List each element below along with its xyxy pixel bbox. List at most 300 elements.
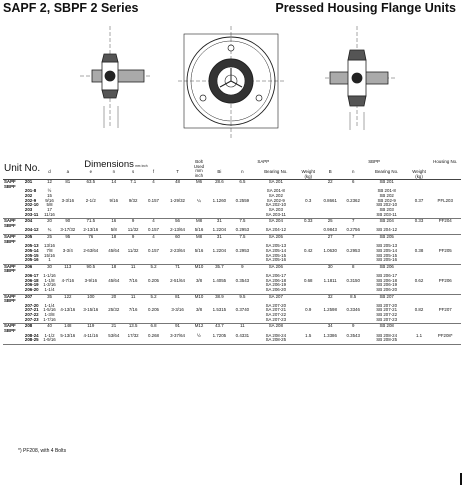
cell-T: 56 [175,218,180,224]
cell-n2: 0.3150 [346,277,360,283]
cell-n1: 7.5 [239,218,246,224]
series-title: SAPF 2, SBPF 2 Series [3,1,139,15]
unit-code: 204 [24,218,33,224]
sub-header-cell: n [342,170,365,180]
cell-d: 1 [42,258,58,264]
cell-a: 3-17/32 [57,228,78,234]
unit-code: 207-21 [24,307,39,313]
unit-code: 203 [24,206,33,212]
cell-bolt: 5/16 [194,247,204,253]
cell-s: 11 [130,293,136,299]
cell-T: 71 [175,263,180,269]
unit-code: 205-16 [24,258,42,264]
cell-a: 4-7/16 [61,277,75,283]
cell-n2: 0.2756 [342,228,365,234]
cell-d: 1-1/4 [44,302,55,308]
cell-bi: 1.2204 [212,247,227,253]
cell-d: 25 [47,234,52,240]
cell-f: 5.2 [150,263,157,269]
cell-n2 [342,338,365,344]
cell-bi [208,338,231,344]
unit-code: 208 [24,323,33,329]
cell-housing: PF207 [438,307,452,313]
cell-sa: SA 205-16 [254,258,298,264]
cell-sb: SB 207-22 [376,312,398,318]
cell-n1: 11 [240,323,245,329]
cell-e: 2-1/2 [85,197,96,203]
cell-housing: PF206 [438,277,452,283]
cell-f: 0.157 [148,197,160,203]
cell-b: 1.3386 [323,332,337,338]
side-view-left [80,26,150,128]
cell-w2 [409,264,430,274]
bolt-used-label: Bolt Used [193,159,205,169]
table-row [3,338,461,344]
cell-e: 63.5 [86,179,96,185]
group-label [3,338,24,344]
cell-bolt: ¼ [197,197,201,203]
cell-T: 2-23/64 [170,247,186,253]
cell-n1: 0.3543 [235,277,250,283]
cell-bolt: M12 [194,323,204,329]
dimensions-unit-mm: mm [135,164,141,168]
cell-w2: 0.37 [414,197,424,203]
cell-n1 [231,338,254,344]
cell-sb: SB 208-25 [365,338,409,344]
cell-n [103,338,124,344]
cell-sa: SA 202-10 [265,202,287,208]
cell-e: 3-9/16 [84,277,98,283]
cell-w1 [298,235,319,245]
sub-header-cell: n [231,170,254,180]
cell-e: 2-63/64 [83,247,99,253]
cell-d: 1-1/4 [42,288,58,294]
cell-bi: 1.2204 [208,228,231,234]
cell-T: 60 [175,234,180,240]
cell-d: 1-1/2 [44,332,55,338]
cell-bolt: M8 [195,234,203,240]
cell-d: 1-3/8 [44,312,55,318]
cell-sb: SB 207-20 [376,302,398,308]
cell-sb: SB 207-21 [376,307,398,313]
cell-d: 1-7/16 [42,318,58,324]
cell-n2: 6 [351,179,355,185]
cell-sb: SB 206-19 [376,282,398,288]
group-label: SAPF SBPF [4,293,16,304]
front-view-center [178,26,286,138]
unit-code: 205 [24,234,33,240]
cell-f: 5.2 [150,293,157,299]
cell-e: 119 [87,323,95,329]
cell-w2: 0.38 [414,247,424,253]
cell-s: 7/16 [128,307,138,313]
cell-a [57,338,78,344]
cell-e: 76 [88,234,94,240]
cell-sa: SA 207 [268,293,283,299]
cell-a: 81 [65,179,71,185]
unit-code: 203-11 [24,213,42,219]
unit-code: 208-25 [24,338,42,344]
cell-bi: 35.7 [215,263,224,269]
cell-s: 17/32 [127,332,139,338]
cell-w2: 0.33 [414,218,424,224]
cell-sa: SA 207-21 [265,307,287,313]
cell-d: 9/16 [45,197,54,203]
cell-b: 1.1811 [323,277,337,283]
cell-sa: SA 205-15 [265,252,287,258]
cell-sa: SA 205-14 [265,247,287,253]
cell-n: 20 [111,293,117,299]
cell-d: 1-9/16 [42,338,58,344]
sub-header-cell: Bearing No. [365,170,409,180]
cell-sa: SA 206-20 [254,288,298,294]
cell-d: 7/8 [46,247,53,253]
cell-n1: 0.3740 [235,307,250,313]
cell-n: 45/64 [108,277,120,283]
cell-sa: SA 202-9 [266,197,285,203]
cell-bi: 31 [216,218,222,224]
cell-n1: 0.2953 [231,228,254,234]
cell-n: 25/32 [108,307,120,313]
cell-n: 5/8 [103,228,124,234]
cell-s: 11 [130,263,136,269]
cell-w2 [409,180,430,190]
cell-s: 11/32 [127,247,139,253]
cell-n1: 0.2953 [235,247,250,253]
cell-sa: SA 202 [268,193,283,199]
cell-bi: 1.7205 [212,332,227,338]
unit-no-header: Unit No. [3,160,42,180]
cell-a: 5-13/16 [60,332,76,338]
cell-housing: PF204 [438,218,452,224]
cell-d: 15 [47,193,52,199]
cell-b: 0.9843 [319,228,342,234]
cell-housing [430,235,462,245]
sub-header-cell: n [103,170,124,180]
cell-bolt: M10 [194,263,204,269]
unit-code: 206-20 [24,288,42,294]
cell-sa: SA 201 [268,179,283,185]
unit-code: 206-17 [24,273,39,279]
unit-code: 202-9 [24,197,37,203]
cell-f: 0.268 [148,332,160,338]
sub-header-cell: Weight (kg) [298,170,319,180]
cell-housing [430,264,462,274]
page-edge-marker [460,473,462,485]
unit-code: 206-19 [24,282,39,288]
cell-b: 34 [327,323,333,329]
cell-a: 90 [65,218,71,224]
cell-sa: SA 206-18 [265,277,287,283]
cell-b: 30 [327,263,333,269]
cell-n1: 6.5 [239,179,246,185]
cell-n1: 9 [241,263,244,269]
cell-s: 13.5 [128,323,138,329]
unit-code: 205-14 [24,247,39,253]
cell-s: 7.1 [130,179,137,185]
cell-T: 2-51/64 [170,277,186,283]
cell-d: ½ [47,188,52,194]
group-label: SAPF SBPF [4,263,16,274]
cell-sb: SB 208-24 [376,332,398,338]
cell-sb: SB 206-18 [376,277,398,283]
group-label: SAPF SBPF [4,179,16,189]
cell-sb: SB 208 [379,323,394,329]
cell-s: 9 [131,234,135,240]
cell-n: 21 [111,323,117,329]
cell-n2: 0.2362 [346,197,360,203]
sub-header-cell: d [42,170,58,180]
side-view-right [325,26,395,130]
bolt-used-header [190,160,208,180]
cell-n: 14 [111,179,117,185]
cell-n2: 8 [351,263,355,269]
dimensions-unit-inch: inch [141,164,148,168]
cell-bolt: 5/16 [190,228,208,234]
cell-w2 [409,338,430,344]
cell-sb: SB 204 [379,218,394,224]
cell-T: 3-37/64 [170,332,186,338]
cell-f: 6.8 [150,323,157,329]
cell-sb: SB 205 [379,234,394,240]
cell-w2 [409,294,430,304]
cell-T: 3-3/16 [171,307,184,313]
cell-n: 18 [111,263,117,269]
cell-sb: SB 203-11 [365,213,409,219]
unit-code: 207-23 [24,318,42,324]
unit-code: 206 [24,263,33,269]
cell-s: 11/32 [124,228,142,234]
cell-d: 1-1/16 [43,273,56,279]
cell-a: 4-13/16 [60,307,76,313]
cell-sa: SA 203 [268,206,283,212]
cell-f: 4 [152,234,155,240]
cell-w1: 0.68 [303,277,313,283]
sub-header-cell: f [142,170,165,180]
dimensions-header [42,160,190,170]
sub-header-cell: Bi [208,170,231,180]
cell-b: 1.0630 [323,247,337,253]
cell-w1 [298,264,319,274]
dimensions-table [3,160,461,345]
cell-bi: 1.1260 [212,197,227,203]
page-header [0,0,464,16]
cell-sa: SA 208-24 [265,332,287,338]
cell-w2 [409,235,430,245]
cell-housing [430,294,462,304]
unit-code: 201 [24,179,33,185]
cell-n2: 9 [351,323,355,329]
cell-bi: 1.5315 [212,307,227,313]
cell-a: 122 [64,293,72,299]
cell-e: 2-13/16 [78,228,103,234]
cell-sa: SA 208-25 [254,338,298,344]
sub-header-cell: T [165,170,190,180]
cell-e: 71.5 [86,218,96,224]
unit-code: 205-13 [24,243,39,249]
cell-sb: SB 202-10 [376,202,398,208]
cell-sa: SA 208 [268,323,283,329]
cell-f: 0.205 [148,307,160,313]
cell-T: 91 [175,323,180,329]
cell-bolt: ½ [197,332,201,338]
cell-s: 9 [131,218,135,224]
cell-sa: SA 206-19 [265,282,287,288]
cell-w1: 0.33 [303,218,313,224]
cell-w2: 0.82 [414,307,424,313]
cell-a: 113 [64,263,72,269]
cell-sb: SB 205-13 [376,243,398,249]
cell-d: 11/16 [42,213,58,219]
cell-sa: SA 207-22 [265,312,287,318]
cell-s: 9/32 [128,197,138,203]
unit-code: 208-24 [24,332,39,338]
cell-sa: SA 206-17 [265,273,287,279]
cell-a: 3-3/16 [61,197,75,203]
cell-sb: SB 205-14 [376,247,398,253]
unit-code: 202 [24,193,33,199]
cell-sb: SB 206-20 [365,288,409,294]
cell-bi: 28.6 [215,179,224,185]
cell-d: 1-5/16 [43,307,56,313]
cell-sa: SA 203-11 [254,213,298,219]
cell-sb: SB 207 [379,293,394,299]
cell-e: 100 [87,293,95,299]
cell-n1: 0.4331 [235,332,250,338]
cell-T: 2-13/64 [165,228,190,234]
cell-b: 0.8661 [323,197,337,203]
cell-sb: SB 203 [379,206,394,212]
group-label: SAPF SBPF [4,323,16,333]
sub-header-cell: e [78,170,103,180]
cell-n2: 0.3543 [346,332,360,338]
cell-bolt: M8 [195,218,203,224]
cell-b: 22 [327,179,333,185]
cell-s: 7/16 [128,277,138,283]
cell-d: 17 [47,206,52,212]
cell-w1: 1.5 [305,332,312,338]
cell-sa: SA 204-12 [254,228,298,234]
sub-header-cell: B [319,170,342,180]
dimensions-label: Dimensions [84,159,134,170]
cell-d: 1-1/8 [44,277,55,283]
cell-housing [430,180,462,190]
cell-T: 48 [175,179,180,185]
cell-n1: 7.5 [239,234,246,240]
cell-bolt [190,338,208,344]
cell-sb: SB 202-9 [377,197,396,203]
cell-n1: 9.5 [239,293,246,299]
cell-sa: SA 205-13 [265,243,287,249]
cell-sa: SA 205 [268,234,283,240]
unit-code: 207-20 [24,302,39,308]
unit-code: 207 [24,293,33,299]
cell-d: 30 [47,263,52,269]
cell-n: 18 [111,234,117,240]
cell-sb: SB 206 [379,263,394,269]
sub-header-cell: Bearing No. [254,170,298,180]
cell-n: 9/16 [109,197,119,203]
group-label: SAPF SBPF [4,218,16,228]
cell-f [142,338,165,344]
cell-T: 81 [175,293,180,299]
cell-e: 3-15/16 [83,307,99,313]
cell-w1: 0.9 [305,307,312,313]
sub-header-cell: Weight (kg) [409,170,430,180]
group-label: SAPF SBPF [4,234,16,244]
cell-w2: 0.62 [414,277,424,283]
cell-housing: PF205 [438,247,452,253]
cell-f: 4 [152,179,155,185]
cell-f: 0.157 [142,228,165,234]
cell-f: 4 [152,218,155,224]
cell-n1: 0.2559 [235,197,250,203]
unit-code: 207-22 [24,312,39,318]
cell-housing: PFL203 [437,197,453,203]
cell-T: 1-29/32 [170,197,186,203]
cell-housing [430,338,462,344]
cell-b: 25 [327,218,333,224]
unit-code: 205-15 [24,252,39,258]
cell-d: 20 [47,218,52,224]
cell-d: 1-3/16 [43,282,56,288]
bolt-used-unit: mm inch [194,168,204,178]
cell-n: 45/64 [108,247,120,253]
unit-code: 201-8 [24,188,37,194]
cell-a: 3-3/4 [62,247,73,253]
cell-e: 90.5 [86,263,96,269]
cell-d: 5/8 [46,202,53,208]
cell-bi: 1.4055 [212,277,227,283]
unit-code: 204-12 [24,228,42,234]
cell-bolt: 3/8 [195,307,203,313]
cell-bi: 43.7 [215,323,224,329]
cell-d: 35 [47,293,52,299]
cell-w2: 1.1 [415,332,423,338]
cell-n2: 0.3346 [346,307,360,313]
cell-f: 0.205 [148,277,160,283]
cell-a: 148 [64,323,72,329]
cell-bolt: M10 [194,293,204,299]
cell-e [78,338,103,344]
cell-n2: 0.2953 [346,247,360,253]
cell-d: 12 [47,179,52,185]
cell-w1 [298,180,319,190]
cell-sb: SB 201 [379,179,394,185]
cell-sb: SB 204-12 [365,228,409,234]
cell-b [319,338,342,344]
cell-sb: SB 202 [379,193,394,199]
cell-sa: SA 201-8 [266,188,285,194]
cell-d: 15/16 [44,252,55,258]
cell-d: ¾ [42,228,58,234]
product-title: Pressed Housing Flange Units [275,1,456,15]
cell-sb: SB 201-8 [377,188,396,194]
sub-header-cell: s [124,170,142,180]
footnote: *) PF208, with 4 Bolts [18,448,67,454]
cell-sa: SA 207-23 [254,318,298,324]
cell-w1: 0.3 [305,197,312,203]
cell-a: 95 [65,234,71,240]
cell-w1 [298,338,319,344]
cell-housing: PF208* [437,332,453,338]
cell-n: 16 [111,218,117,224]
cell-d: 13/16 [44,243,55,249]
cell-n2: 8.5 [350,293,357,299]
cell-bolt: 3/8 [195,277,203,283]
sapp-header: SAPP [257,159,270,164]
cell-sb: SB 207-23 [365,318,409,324]
